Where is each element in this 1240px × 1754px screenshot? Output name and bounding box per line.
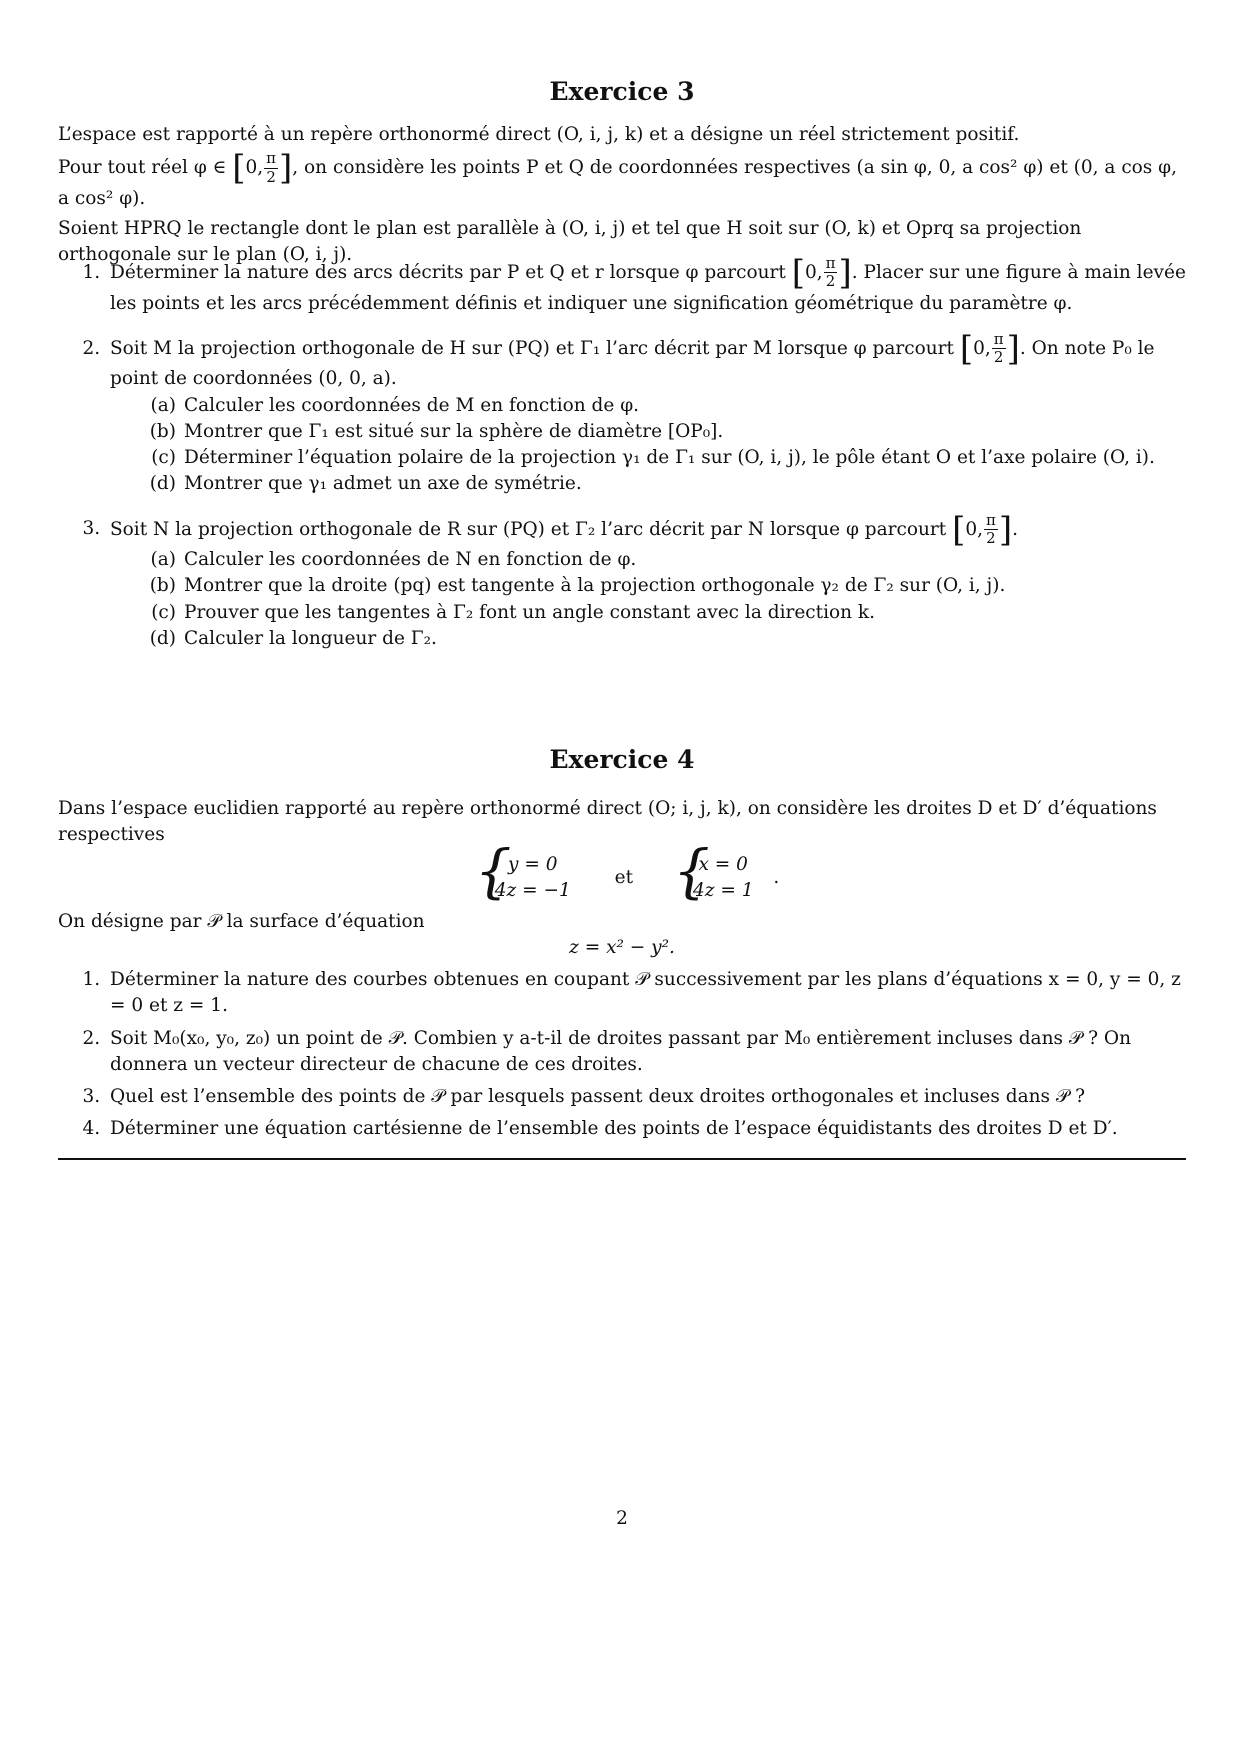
ex4-systems [58,852,1186,905]
fraction-pi-over-2 [824,255,838,291]
interval-zero: 0, [965,518,984,540]
exercise-3-questions [58,252,1186,652]
interval-close: ] [838,252,852,293]
fraction-pi-over-2 [992,331,1006,367]
item-label: (c) [151,447,176,469]
ex4-question: 4. Déterminer une équation cartésienne de l’ensemble des points de l’espace équidistants des droites D et D′. [106,1116,1186,1142]
ex3-q3-text-a: Soit N la projection orthogonale de R sur (PQ) et Γ₂ l’arc décrit par N lorsque φ parcourt [110,518,947,540]
interval-zero: 0, [973,337,991,359]
ex3-q2-subitems [110,393,1186,498]
ex3-q2-item [144,445,1186,471]
ex4-intro: Dans l’espace euclidien rapporté au repère orthonormé direct (O; i, j, k), on considère les droites D et D′ d’équations respectives [58,797,1157,845]
exercise-3-intro [58,122,1186,269]
ex4-surface-equation: z = x² − y². [569,936,675,958]
item-label: (d) [149,473,176,495]
exercise-4-title: Exercice 4 [549,745,695,774]
item-text: Calculer la longueur de Γ₂. [184,627,437,649]
system-period: . [773,867,780,889]
item-text: Montrer que la droite (pq) est tangente à la projection orthogonale γ₂ de Γ₂ sur (O, i, j). [184,575,1006,597]
item-text: Prouver que les tangentes à Γ₂ font un angle constant avec la direction k. [184,601,876,623]
interval-close: ] [279,148,293,189]
item-label: (b) [149,420,176,442]
horizontal-rule [58,1158,1186,1160]
ex3-q3-item [144,547,1186,573]
exam-page [58,0,1186,1529]
item-text: Calculer les coordonnées de M en fonction de φ. [184,394,640,416]
interval-open: [ [791,252,805,293]
ex3-q1-text-a: Déterminer la nature des arcs décrits par P et Q et r lorsque φ parcourt [110,261,786,283]
interval-open: [ [959,328,974,369]
interval-zero: 0, [804,261,823,283]
ex3-q3-item [144,600,1186,626]
interval-close: ] [1006,328,1020,369]
interval-open: [ [952,509,966,550]
item-label: (d) [149,627,176,649]
ex3-question-2 [106,328,1186,498]
ex3-q3-item [144,573,1186,599]
ex4-question: 2. Soit M₀(x₀, y₀, z₀) un point de 𝒫. Combien y a-t-il de droites passant par M₀ entièrement incluses dans 𝒫 ? On donnera un vecteur directeur de chacune de ces droites. [106,1026,1186,1079]
exercise-4 [58,742,1186,1143]
exercise-3-title: Exercice 3 [549,77,695,106]
ex3-q2-text-b: . On note P₀ le point de coordonnées (0, 0, a). [110,337,1155,390]
ex3-q3-subitems [110,547,1186,652]
ex3-question-3 [106,509,1186,653]
ex4-question: 1. Déterminer la nature des courbes obtenues en coupant 𝒫 successivement par les plans d’équations x = 0, y = 0, z = 0 et z = 1. [106,967,1186,1020]
interval-close: ] [998,509,1013,550]
interval-zero: 0, [245,157,264,179]
ex3-q2-item [144,471,1186,497]
frac-den: 2 [993,348,1004,367]
frac-num: π [825,254,836,272]
item-text: Déterminer l’équation polaire de la projection γ₁ de Γ₁ sur (O, i, j), le pôle étant O et l’axe polaire (O, i). [184,447,1155,469]
system-d-eq2: 4z = −1 [494,880,571,902]
ex3-intro-line-3: Soient HPRQ le rectangle dont le plan est parallèle à (O, i, j) et tel que H soit sur (O, k) et Oprq sa projection orthogonale sur le plan (O, i, j). [58,218,1082,266]
ex4-surface-text: On désigne par 𝒫 la surface d’équation [58,910,425,932]
ex4-question: 3. Quel est l’ensemble des points de 𝒫 par lesquels passent deux droites orthogonales et incluses dans 𝒫 ? [106,1084,1186,1110]
fraction-pi-over-2 [264,150,278,186]
system-dprime-eq1: { x = 0 [698,854,748,876]
ex3-question-1 [106,252,1186,317]
ex3-q1-text-b: . Placer sur une figure à main levée les points et les arcs précédemment définis et indiquer une signification géométrique du paramètre φ. [110,261,1186,314]
system-dprime-eq2: 4z = 1 [692,880,754,902]
ex3-intro-line-2 [58,150,1186,212]
item-text: Montrer que Γ₁ est situé sur la sphère de diamètre [OP₀]. [184,420,724,442]
frac-num: π [986,510,996,529]
ex3-intro-2b: , on considère les points P et Q de coordonnées respectives (a sin φ, 0, a cos² φ) et (0, a cos φ, a cos² φ). [58,157,1178,209]
ex3-intro-line-1: L’espace est rapporté à un repère orthonormé direct (O, i, j, k) et a désigne un réel strictement positif. [58,124,1020,145]
item-label: (b) [149,575,176,597]
item-text: Calculer les coordonnées de N en fonction de φ. [184,549,637,571]
frac-den: 2 [825,272,836,291]
system-d-eq1: { y = 0 [507,854,558,876]
item-label: (a) [150,549,176,571]
ex3-question-list [58,252,1186,652]
frac-num: π [266,149,277,168]
ex3-q2-item [144,393,1186,419]
fraction-pi-over-2 [984,512,998,548]
item-label: (a) [150,394,176,416]
frac-num: π [993,329,1004,348]
frac-den: 2 [986,528,996,547]
ex4-question-list [58,967,1186,1143]
frac-den: 2 [266,167,276,186]
ex3-intro-2a: Pour tout réel φ ∈ [58,157,227,179]
system-d-prime [677,852,754,905]
item-text: Montrer que γ₁ admet un axe de symétrie. [184,473,582,495]
ex3-q2-item [144,419,1186,445]
ex3-q3-item [144,626,1186,652]
ex3-q3-text-b: . [1012,518,1019,540]
system-d [479,852,571,905]
ex3-q2-text-a: Soit M la projection orthogonale de H sur (PQ) et Γ₁ l’arc décrit par M lorsque φ parcourt [110,337,954,359]
page-number: 2 [616,1508,628,1529]
conjunction-et: et [614,867,634,889]
interval-open: [ [232,148,246,189]
item-label: (c) [151,601,176,623]
